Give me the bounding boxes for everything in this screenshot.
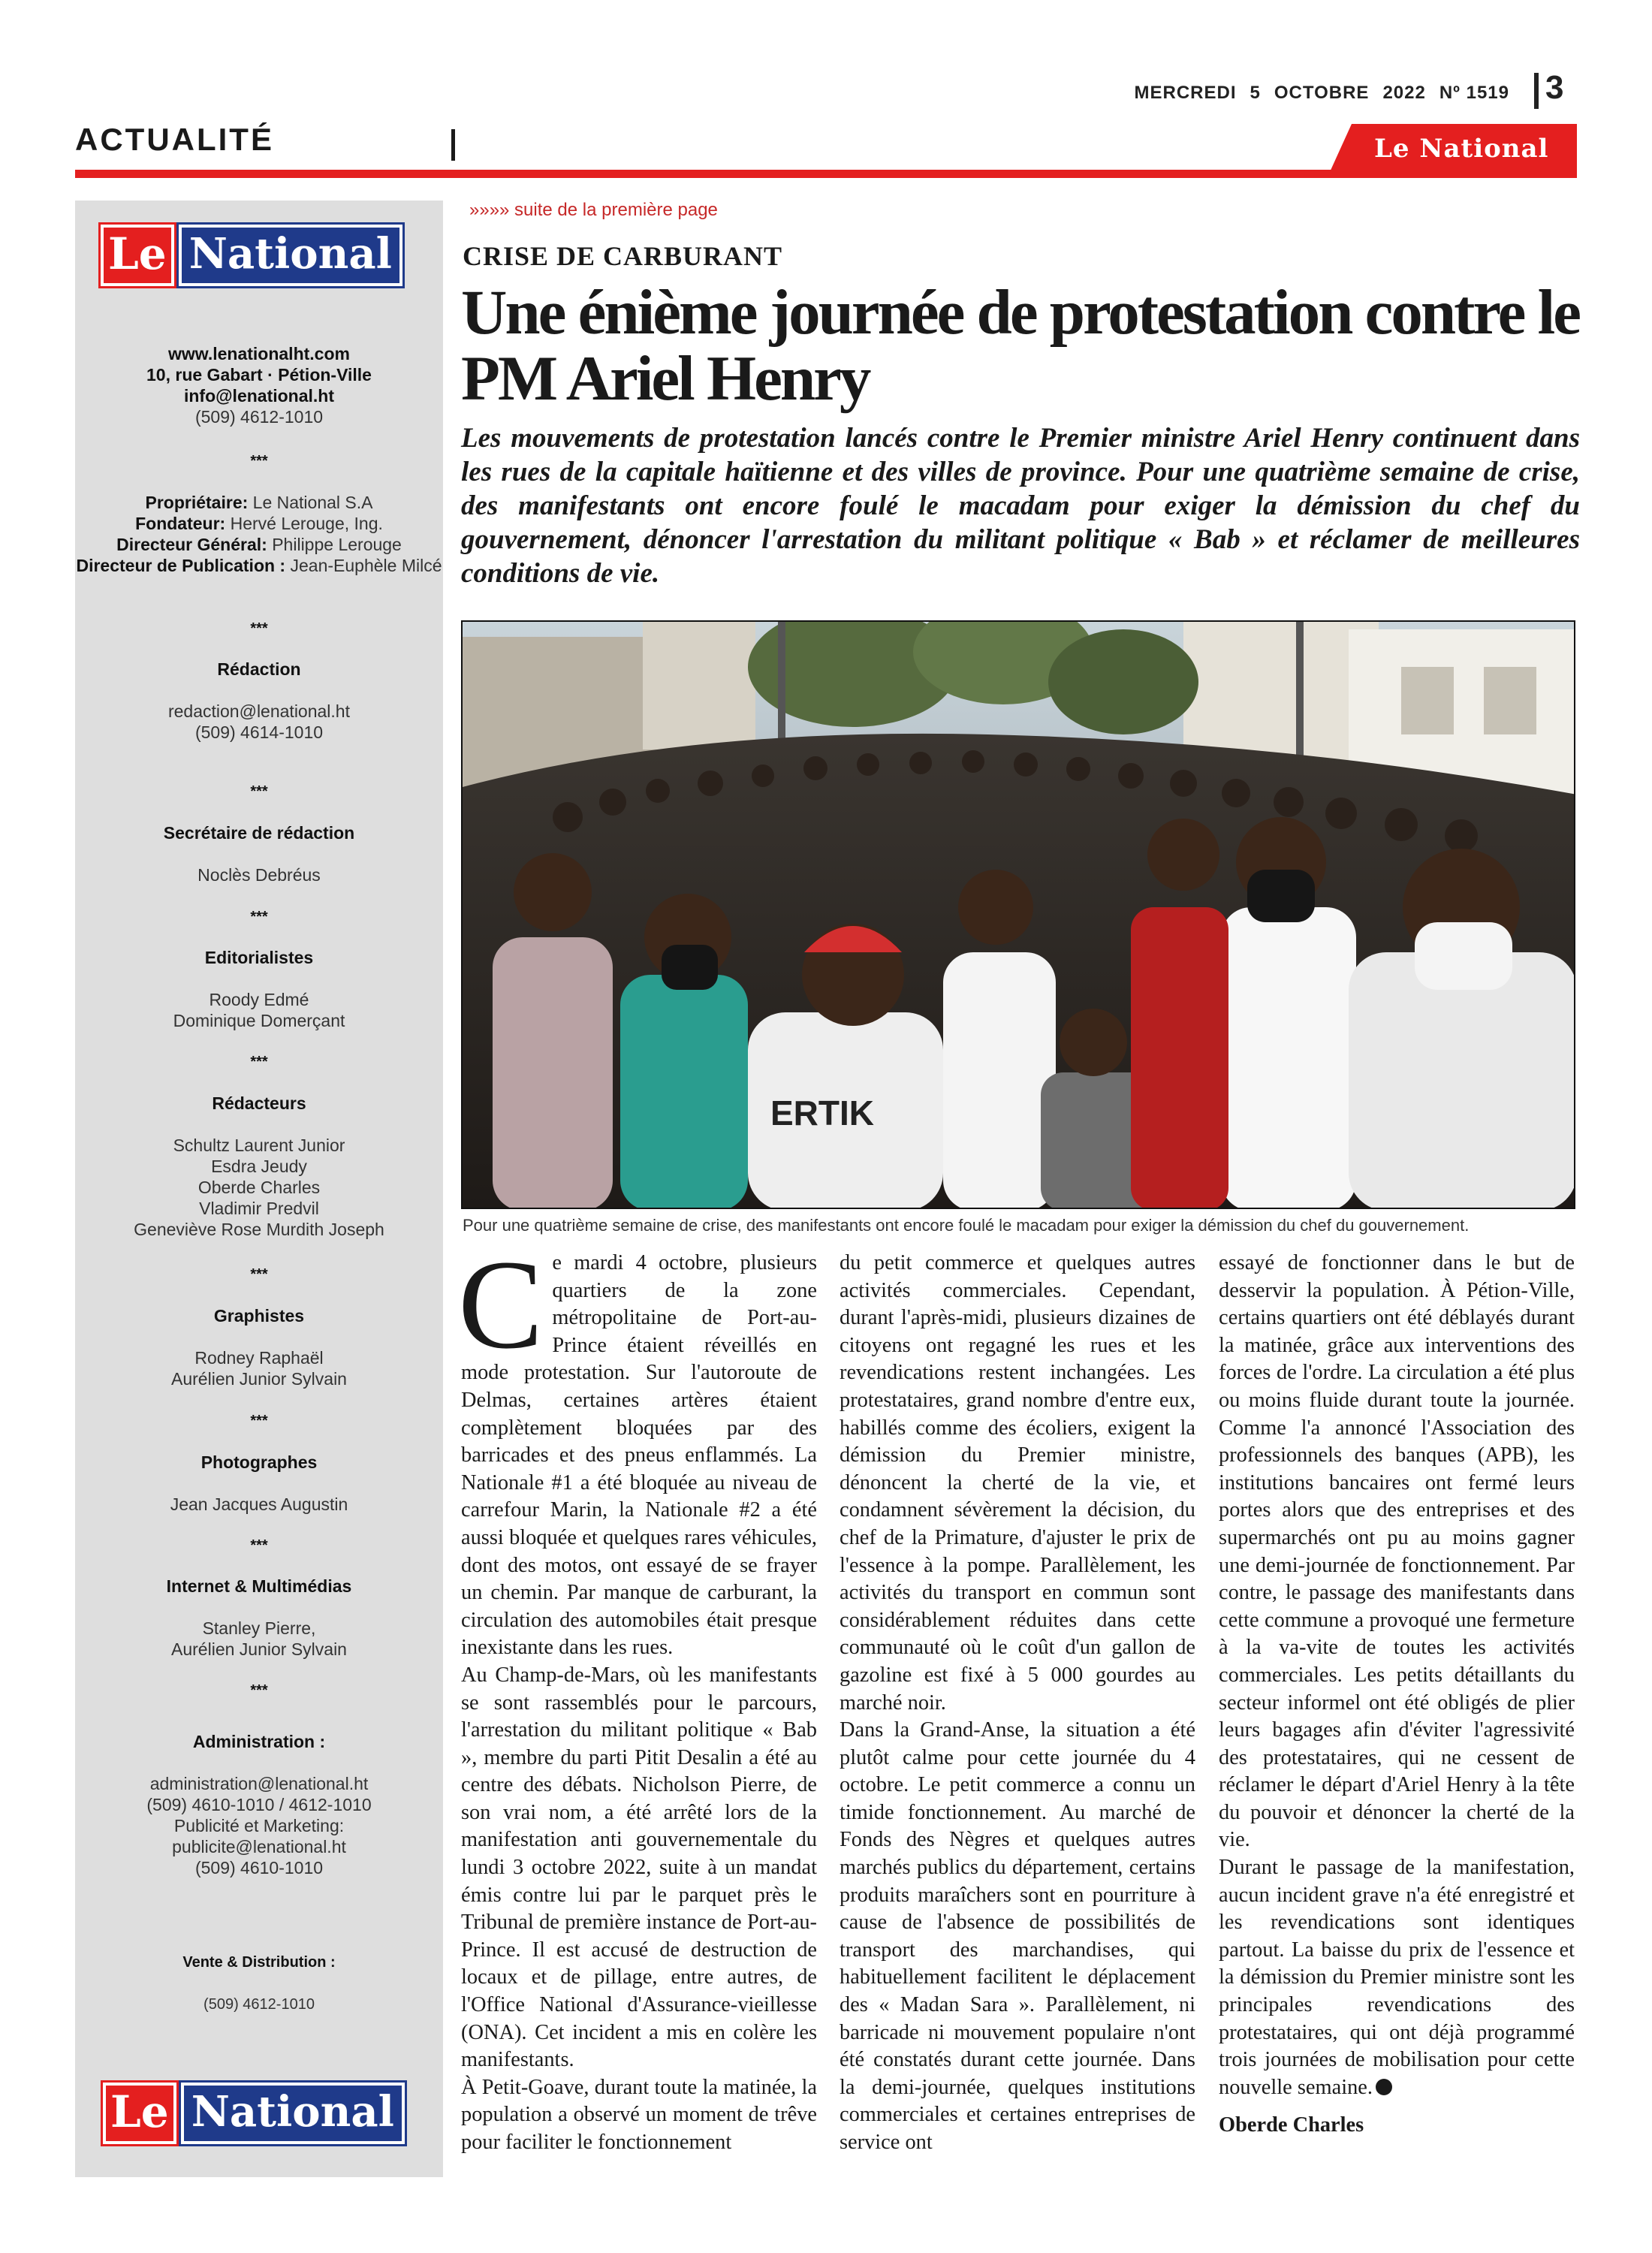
paragraph: du petit commerce et quelques autres activités commerciales. Cependant, durant l'après-midi, plusieurs dizaines de citoyens ont regagné les rues et les revendications restent inchangées. Les protestataires, grand nombre d'entre eux, habillés comme des écoliers, exigent la démission du Premier ministre, dénoncent la cherté de la vie, et condamnent sévèrement la décision, du chef de la Primature, d'ajuster le prix de l'essence à la pompe. Parallèlement, les activités du transport en commun sont considérablement réduites dans cette communauté où le coût d'un gallon de gazoline est fixé à 5 000 gourdes au marché noir.	[840, 1251, 1195, 1715]
photographers-block	[75, 1452, 443, 1515]
author-byline: Oberde Charles	[1219, 2113, 1364, 2137]
body-column-1	[458, 1234, 817, 2157]
writer-name: Esdra Jeudy	[211, 1157, 307, 1176]
writer-name: Schultz Laurent Junior	[173, 1136, 345, 1155]
graphic-designers-block	[75, 1305, 443, 1389]
drop-cap: C	[458, 1234, 544, 1375]
marketing-email[interactable]: publicite@lenational.ht	[172, 1837, 346, 1856]
writer-name: Oberde Charles	[197, 1178, 321, 1197]
marketing-label: Publicité et Marketing:	[173, 1816, 345, 1835]
separator: ***	[250, 909, 268, 925]
administration-phones: (509) 4610-1010 / 4612-1010	[146, 1795, 372, 1814]
graphic-designers-heading: Graphistes	[213, 1306, 305, 1326]
separator: ***	[250, 453, 268, 469]
internet-name: Aurélien Junior Sylvain	[171, 1639, 347, 1659]
editorialists-heading: Editorialistes	[204, 948, 314, 967]
logo-national: National	[179, 225, 402, 286]
designer-name: Aurélien Junior Sylvain	[171, 1369, 347, 1389]
paragraph: e mardi 4 octobre, plusieurs quartiers de la zone métropolitaine de Port-au-Prince étaient réveillés en mode protestation. Sur l'autoroute de Delmas, certaines artères étaient complètement bloquées par des barricades et des pneus enflammés. La Nationale #1 a été bloquée au niveau de carrefour Marin, la Nationale #2 a été aussi bloquée et quelques rares véhicules, dont des motos, ont essayé de se frayer un chemin. Par manque de carburant, la circulation des automobiles était presque inexistante dans les rues.	[461, 1251, 817, 1660]
body-column-2	[840, 1250, 1195, 2157]
end-of-article-icon	[1376, 2079, 1392, 2095]
secretary-name: Noclès Debréus	[197, 865, 321, 885]
designer-name: Rodney Raphaël	[194, 1348, 324, 1368]
redaction-heading: Rédaction	[217, 659, 301, 679]
section-title: ACTUALITÉ	[75, 122, 274, 157]
svg-text:ERTIK: ERTIK	[770, 1093, 874, 1133]
photographer-name: Jean Jacques Augustin	[170, 1494, 348, 1514]
le-national-logo-bottom	[103, 2083, 405, 2144]
continued-from-front-link[interactable]: »»»» suite de la première page	[469, 200, 718, 220]
writers-block	[75, 1093, 443, 1240]
sales-heading: Vente & Distribution :	[182, 1954, 336, 1971]
paragraph: Au Champ-de-Mars, où les manifestants se sont rassemblés pour le parcours, l'arrestation du militant politique « Bab », membre du parti Pitit Desalin a été au centre des débats. Nicholson Pierre, de son vrai nom, a été arrêté lors de la manifestation anti gouvernementale du lundi 3 octobre 2022, suite à un mandat émis contre lui par le parquet près le Tribunal de première instance de Port-au-Prince. Il est accusé de destruction de locaux et de pillage, entre autres, de l'Office National d'Assurance-vieillesse (ONA). Cet incident a mis en colère les manifestants.	[461, 1663, 817, 2072]
general-director-line: Directeur Général: Philippe Lerouge	[116, 535, 402, 554]
page-number: 3	[1545, 69, 1564, 106]
internet-block	[75, 1576, 443, 1660]
info-email[interactable]: info@lenational.ht	[183, 386, 335, 406]
separator: ***	[250, 1054, 268, 1070]
logo-le: Le	[101, 225, 174, 286]
writers-heading: Rédacteurs	[212, 1093, 306, 1113]
article-headline: Une énième journée de protestation contre le PM Ariel Henry	[461, 277, 1579, 414]
marketing-phone: (509) 4610-1010	[194, 1858, 324, 1878]
ownership-block	[75, 492, 443, 576]
internet-heading: Internet & Multimédias	[166, 1576, 352, 1596]
article-rubric: CRISE DE CARBURANT	[463, 241, 783, 271]
sales-block	[75, 1952, 443, 2015]
separator: ***	[250, 1266, 268, 1283]
secretary-block	[75, 822, 443, 885]
founder-line: Fondateur: Hervé Lerouge, Ing.	[135, 514, 383, 533]
address: 10, rue Gabart · Pétion-Ville	[146, 365, 372, 385]
redaction-block	[75, 659, 443, 743]
paragraph: À Petit-Goave, durant toute la matinée, la population a observé un moment de trêve pour faciliter le fonctionnement	[461, 2075, 817, 2154]
editorialist-name: Roody Edmé	[209, 990, 309, 1009]
paragraph: essayé de fonctionner dans le but de desservir la population. À Pétion-Ville, certains quartiers ont été déblayés durant la matinée, grâce aux interventions des forces de l'ordre. La circulation a été plus ou moins fluide durant toute la journée. Comme l'a annoncé l'Association des professionnels des banques (APB), les institutions bancaires ont fermé leurs portes alors que des entreprises et des supermarchés ont pu au moins gagner une demi-journée de fonctionnement. Par contre, le passage des manifestants dans cette commune a provoqué une fermeture à la va-vite de toutes les activités commerciales. Les petits détaillants du secteur informel ont été obligés de plier leurs bagages afin d'éviter l'agressivité des protestataires, qui ne cessent de réclamer le départ d'Ariel Henry à la tête du pouvoir et dénoncer la cherté de la vie.	[1219, 1251, 1575, 1852]
page-number-divider	[1534, 73, 1539, 109]
paragraph	[1219, 1854, 1575, 2101]
separator: ***	[250, 1537, 268, 1554]
writer-name: Geneviève Rose Murdith Joseph	[134, 1220, 384, 1239]
secretary-heading: Secrétaire de rédaction	[163, 823, 355, 843]
owner-line: Propriétaire: Le National S.A	[145, 493, 373, 512]
contact-block	[75, 343, 443, 427]
logo-le: Le	[103, 2083, 176, 2144]
editorialist-name: Dominique Domerçant	[173, 1011, 345, 1030]
separator: ***	[250, 1682, 268, 1699]
internet-name: Stanley Pierre,	[202, 1618, 316, 1638]
body-column-3	[1219, 1250, 1575, 2140]
administration-heading: Administration :	[192, 1732, 326, 1751]
redaction-email[interactable]: redaction@lenational.ht	[167, 701, 350, 721]
issue-number: Nº 1519	[1439, 83, 1509, 103]
phone: (509) 4612-1010	[194, 407, 324, 427]
brand-tab-label: Le National	[1374, 134, 1549, 164]
weekday: MERCREDI	[1134, 83, 1237, 103]
separator: ***	[250, 783, 268, 800]
website-link[interactable]: www.lenationalht.com	[168, 344, 350, 363]
year: 2022	[1382, 83, 1426, 103]
writer-name: Vladimir Predvil	[199, 1199, 319, 1218]
photo-illustration	[463, 622, 1575, 1209]
le-national-logo	[101, 225, 402, 286]
publication-director-line: Directeur de Publication : Jean-Euphèle Milcé	[76, 556, 442, 575]
protest-crowd-photo	[461, 620, 1575, 1209]
section-divider	[451, 129, 455, 161]
administration-block	[75, 1731, 443, 1878]
issue-date-line	[991, 83, 1509, 104]
sales-phone: (509) 4612-1010	[203, 1996, 315, 2013]
redaction-phone: (509) 4614-1010	[194, 722, 324, 742]
month: OCTOBRE	[1274, 83, 1370, 103]
masthead-sidebar	[75, 201, 443, 2177]
logo-national: National	[181, 2083, 405, 2144]
photographers-heading: Photographes	[200, 1452, 318, 1472]
separator: ***	[250, 620, 268, 637]
paragraph-text: Durant le passage de la manifestation, aucun incident grave n'a été enregistré et les revendications sont identiques partout. La baisse du prix de l'essence et la démission du Premier ministre sont les principales revendications des protestataires, qui ont déjà programmé trois journées de mobilisation pour cette nouvelle semaine.	[1219, 1856, 1575, 2099]
day: 5	[1250, 83, 1261, 103]
photo-caption: Pour une quatrième semaine de crise, des manifestants ont encore foulé le macadam pour exiger la démission du chef du gouvernement.	[463, 1216, 1470, 1235]
administration-email[interactable]: administration@lenational.ht	[149, 1774, 369, 1793]
separator: ***	[250, 1413, 268, 1429]
paragraph: Dans la Grand-Anse, la situation a été plutôt calme pour cette journée du 4 octobre. Le petit commerce a connu un timide fonctionnement. Au marché de Fonds des Nègres et quelques autres marchés publics du département, certains produits maraîchers sont en pourriture à cause de l'absence de possibilités de transport des marchandises, qui habituellement facilitent le déplacement des « Madan Sara ». Parallèlement, ni barricade ni mouvement populaire n'ont été constatés durant cette journée. Dans la demi-journée, quelques institutions commerciales et certaines entreprises de service ont	[840, 1718, 1195, 2154]
editorialists-block	[75, 947, 443, 1031]
article-lede: Les mouvements de protestation lancés contre le Premier ministre Ariel Henry continuent dans les rues de la capitale haïtienne et des villes de province. Pour une quatrième semaine de crise, des manifestants ont encore foulé le macadam pour exiger la démission du chef du gouvernement, dénoncer l'arrestation du militant politique « Bab » et réclamer de meilleures conditions de vie.	[461, 423, 1580, 589]
